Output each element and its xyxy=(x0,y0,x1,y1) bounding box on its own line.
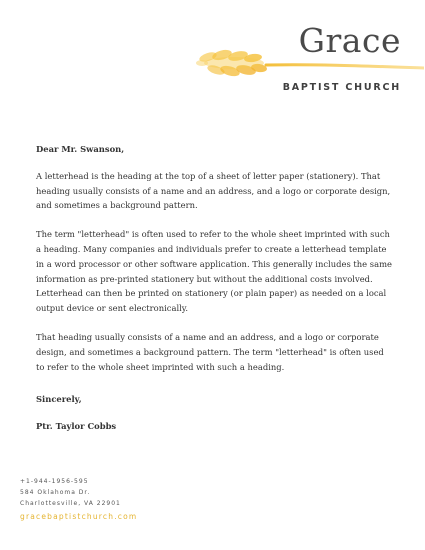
signature: Ptr. Taylor Cobbs xyxy=(36,421,117,432)
website-link[interactable]: gracebaptistchurch.com xyxy=(20,512,138,521)
closing: Sincerely, xyxy=(36,394,82,405)
paragraph: A letterhead is the heading at the top of a sheet of letter paper (stationery). That heading usually consists of a name and an address, and a logo or corporate design, and sometimes a background pattern. xyxy=(36,170,391,211)
phone-number: +1-944-1956-595 xyxy=(20,478,89,485)
salutation: Dear Mr. Swanson, xyxy=(36,144,125,154)
paragraph: The term "letterhead" is often used to refer to the whole sheet imprinted with such a heading. Many companies and individuals prefer to create a letterhead template in a word processor or other software application. This generally includes the same information as pre-printed stationery but without the additional costs involved. Letterhead can then be printed on stationery (or plain paper) as needed on a local output device or sent electronically. xyxy=(36,229,392,314)
church-subtitle: BAPTIST CHURCH xyxy=(282,82,401,93)
address-line: Charlottesville, VA 22901 xyxy=(20,500,121,507)
address-line: 584 Oklahoma Dr. xyxy=(20,489,91,496)
paragraph: That heading usually consists of a name and an address, and a logo or corporate design, and sometimes a background pattern. The term "letterhead" is often used to refer to the whole sheet imprinted with such a heading. xyxy=(36,331,384,372)
letter-body xyxy=(36,142,392,434)
contact-block xyxy=(20,476,121,509)
church-name: Grace xyxy=(298,21,401,60)
